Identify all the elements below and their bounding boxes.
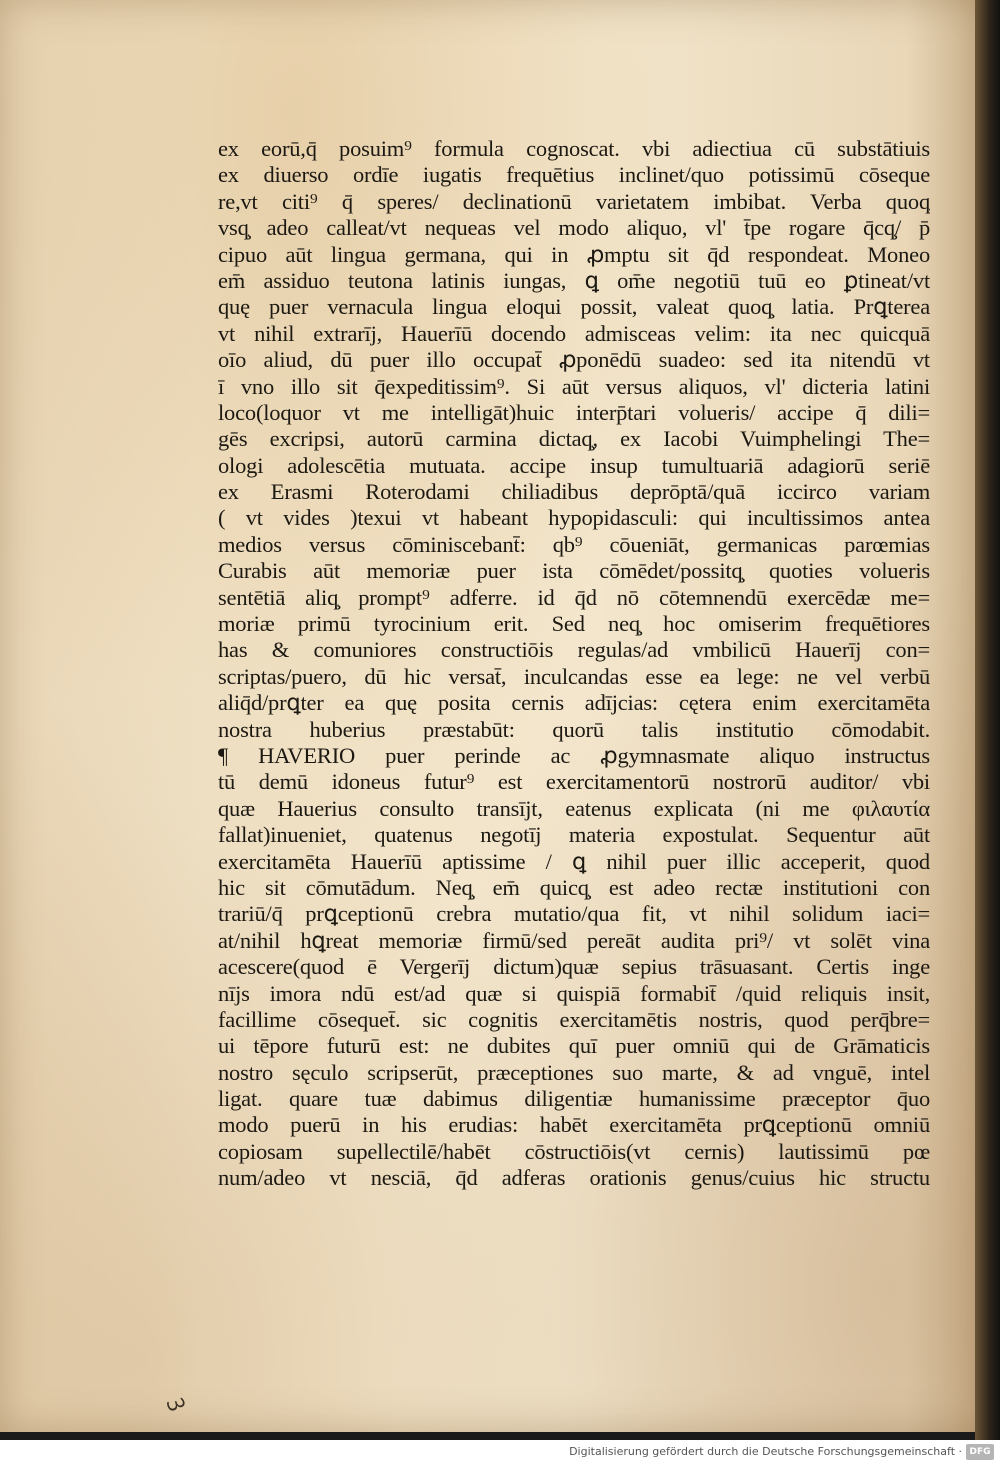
text-line-3: re,vt citi⁹ q̄ speres/ declinationū varietatem imbibat. Verba quoq̧ bbox=[218, 188, 930, 214]
text-line-27: fallat)inueniet, quatenus negotīj materia expostulat. Sequentur aūt bbox=[218, 822, 930, 848]
text-line-6: em̄ assiduo teutona latinis iungas, ꝗ om̄e negotiū tuū eo ꝑtineat/vt bbox=[218, 267, 930, 293]
text-line-23: nostra huberius præstabūt: quorū talis institutio cōmodabit. bbox=[218, 716, 930, 742]
text-line-21: scriptas/puero, dū hic versat̄, inculcandas esse ea lege: ne vel verbū bbox=[218, 663, 930, 689]
text-line-29: hic sit cōmutādum. Neq̧ em̄ quicq̧ est adeo rectæ institutioni con bbox=[218, 874, 930, 900]
text-line-9: oīo aliud, dū puer illo occupat̄ ꝓponēdū suadeo: sed ita nitendū vt bbox=[218, 347, 930, 373]
text-line-17: Curabis aūt memoriæ puer ista cōmēdet/possitq̧ quoties volueris bbox=[218, 558, 930, 584]
text-line-10: ī vno illo sit q̄expeditissim⁹. Si aūt versus aliquos, vl' dicteria latini bbox=[218, 373, 930, 399]
text-line-18: sentētiā aliq̧ prompt⁹ adferre. id q̄d nō cōtemnendū exercēdæ me= bbox=[218, 584, 930, 610]
text-line-35: ui tēpore futurū est: ne dubites quī puer omniū qui de Grāmaticis bbox=[218, 1033, 930, 1059]
text-line-22: aliq̄d/prꝗter ea quę posita cernis adījcias: cętera enim exercitamēta bbox=[218, 690, 930, 716]
text-line-19: moriæ primū tyrocinium erit. Sed neq̧ hoc omiserim frequētiores bbox=[218, 611, 930, 637]
text-line-36: nostro sęculo scripserūt, præceptiones suo marte, & ad vnguē, intel bbox=[218, 1059, 930, 1085]
text-line-16: medios versus cōminiscebant̄: qb⁹ cōueniāt, germanicas parœmias bbox=[218, 531, 930, 557]
text-line-7: quę puer vernacula lingua eloqui possit, valeat quoq̧ latia. Prꝗterea bbox=[218, 294, 930, 320]
text-line-11: loco(loquor vt me intelligāt)huic interp̄tari volueris/ accipe q̄ dili= bbox=[218, 399, 930, 425]
text-line-25: tū demū idoneus futur⁹ est exercitamentorū nostrorū auditor/ vbi bbox=[218, 769, 930, 795]
text-line-20: has & comuniores constructiōis regulas/ad vmbilicū Hauerīj con= bbox=[218, 637, 930, 663]
text-line-15: ( vt vides )texui vt habeant hypopidasculi: qui incultissimos antea bbox=[218, 505, 930, 531]
text-line-26: quæ Hauerius consulto transījt, eatenus explicata (ni me φιλαυτία bbox=[218, 795, 930, 821]
text-line-40: num/adeo vt nesciā, q̄d adferas orationis genus/cuius hic structu bbox=[218, 1165, 930, 1191]
text-line-2: ex diuerso ordīe iugatis frequētius inclinet/quo potissimū cōseque bbox=[218, 162, 930, 188]
text-line-37: ligat. quare tuæ dabimus diligentiæ humanissime præceptor q̄uo bbox=[218, 1086, 930, 1112]
text-line-8: vt nihil extrarīj, Hauerīū docendo admisceas velim: ita nec quicquā bbox=[218, 320, 930, 346]
funding-attribution: Digitalisierung gefördert durch die Deutsche Forschungsgemeinschaft · bbox=[569, 1445, 962, 1458]
text-line-14: ex Erasmi Roterodami chiliadibus deprōptā/quā iccirco variam bbox=[218, 479, 930, 505]
text-line-28: exercitamēta Hauerīū aptissime / ꝗ nihil puer illic acceperit, quod bbox=[218, 848, 930, 874]
text-line-1: ex eorū,q̄ posuim⁹ formula cognoscat. vbi adiectiua cū substātiuis bbox=[218, 136, 930, 161]
text-line-13: ologi adolescētia mutuata. accipe insup tumultuariā adagiorū seriē bbox=[218, 452, 930, 478]
text-line-33: nījs imora ndū est/ad quæ si quispiā formabit̄ /quid reliquis insit, bbox=[218, 980, 930, 1006]
text-line-30: trariū/q̄ prꝗceptionū crebra mutatio/qua fit, vt nihil solidum iaci= bbox=[218, 901, 930, 927]
text-line-34: facillime cōsequet̄. sic cognitis exercitamētis nostris, quod perq̄bre= bbox=[218, 1006, 930, 1032]
text-line-32: acescere(quod ē Vergerīj dictum)quæ sepius trāsuasant. Certis inge bbox=[218, 954, 930, 980]
text-line-39: copiosam supellectilē/habēt cōstructiōis(vt cernis) lautissimū pœ bbox=[218, 1138, 930, 1164]
printed-text-block bbox=[218, 136, 930, 1192]
text-line-5: cipuo aūt lingua germana, qui in ꝓmptu sit q̄d respondeat. Moneo bbox=[218, 241, 930, 267]
dfg-logo-icon: DFG bbox=[966, 1444, 994, 1460]
text-line-24: ¶ HAVERIO puer perinde ac ꝓgymnasmate aliquo instructus bbox=[218, 742, 930, 768]
book-gutter-shadow bbox=[975, 0, 1000, 1440]
digitization-footer bbox=[0, 1440, 1000, 1465]
page-signature-mark: ꝫ bbox=[165, 1393, 193, 1414]
text-line-38: modo puerū in his erudias: habēt exercitamēta prꝗceptionū omniū bbox=[218, 1112, 930, 1138]
text-line-12: gēs excripsi, autorū carmina dictaq̧, ex Iacobi Vuimphelingi The= bbox=[218, 426, 930, 452]
text-line-31: at/nihil hꝗreat memoriæ firmū/sed pereāt audita pri⁹/ vt solēt vina bbox=[218, 927, 930, 953]
text-line-4: vsq̧ adeo calleat/vt nequeas vel modo aliquo, vl' t̄pe rogare q̄cq̧/ p̄ bbox=[218, 215, 930, 241]
